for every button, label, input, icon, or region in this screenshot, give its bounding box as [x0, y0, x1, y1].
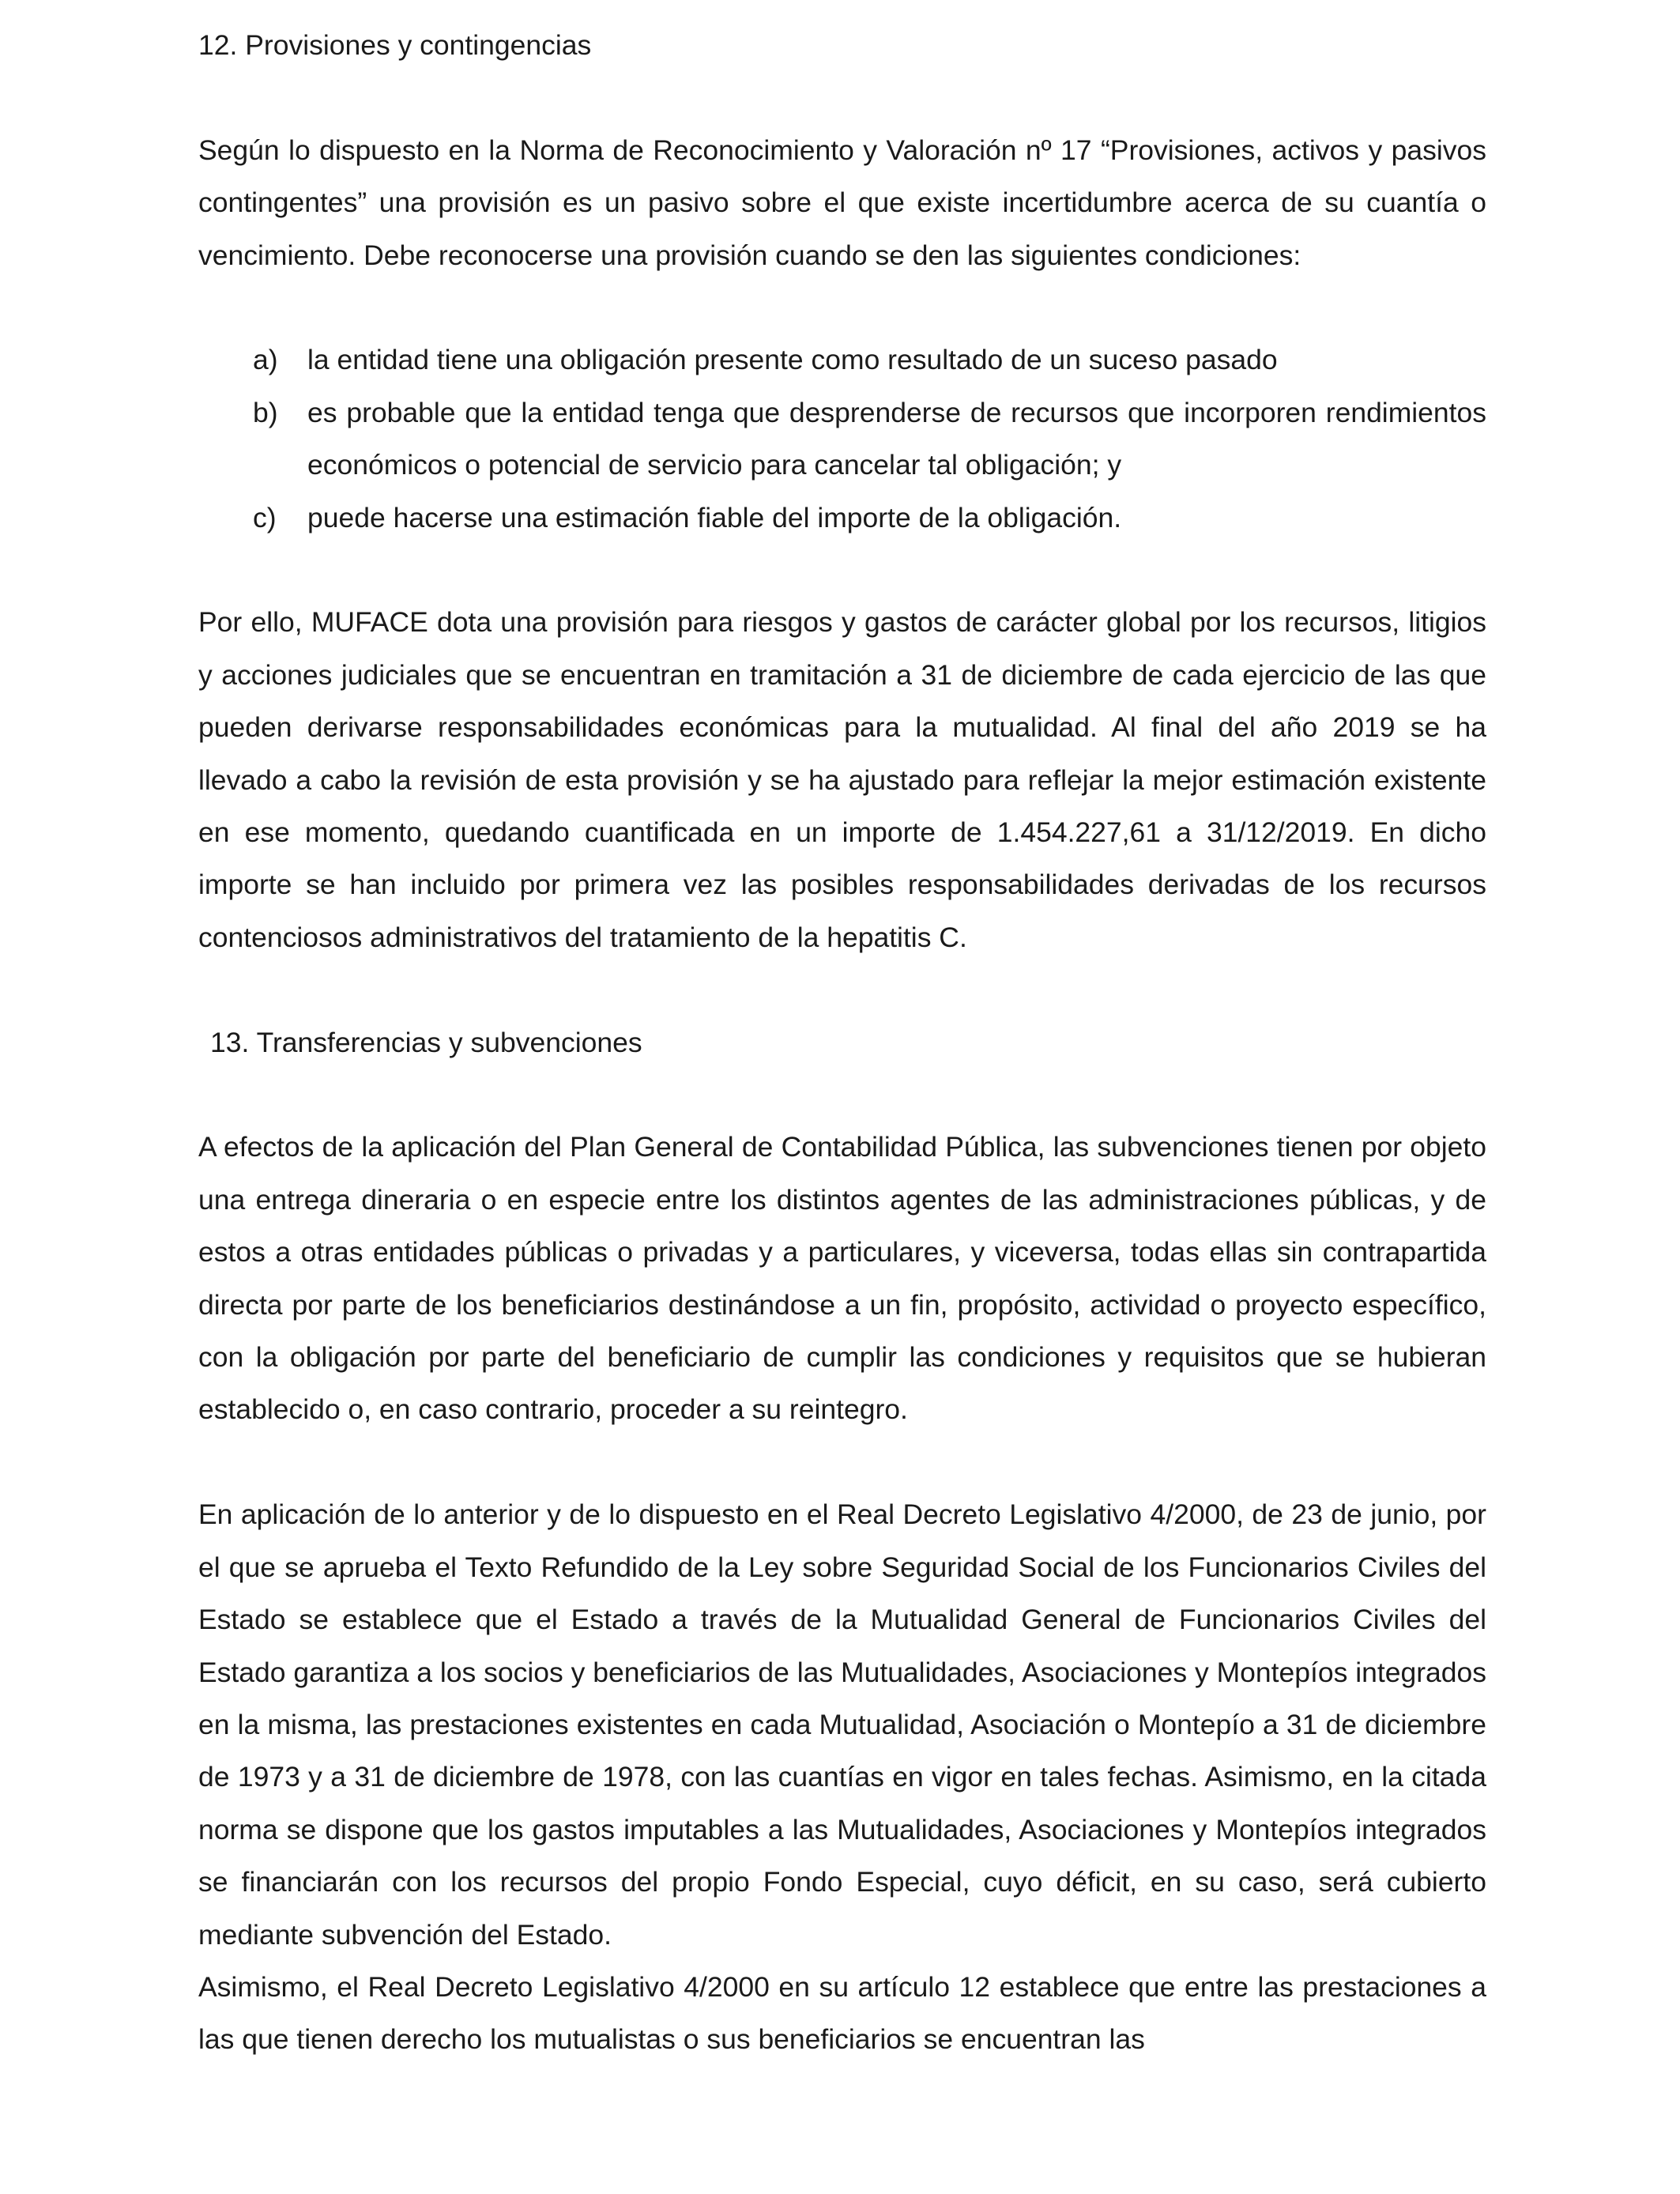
spacer: [198, 71, 1486, 123]
spacer: [198, 281, 1486, 334]
list-item: [198, 334, 1486, 386]
section-13-paragraph-3: Asimismo, el Real Decreto Legislativo 4/2000 en su artículo 12 establece que entre las prestaciones a las que tienen derecho los mutualistas o sus beneficiarios se encuentran las: [198, 1970, 1486, 2056]
list-item-text: es probable que la entidad tenga que desprenderse de recursos que incorporen rendimientos económicos o potencial de servicio para cancelar tal obligación; y: [307, 396, 1486, 481]
document-body: [198, 19, 1486, 2066]
section-13-paragraph-1: A efectos de la aplicación del Plan General de Contabilidad Pública, las subvenciones tienen por objeto una entrega dineraria o en especie entre los distintos agentes de las administraciones públicas, y de estos a otras entidades públicas o privadas y a particulares, y viceversa, todas ellas sin contrapartida directa por parte de los beneficiarios destinándose a un fin, propósito, actividad o proyecto específico, con la obligación por parte del beneficiario de cumplir las condiciones y requisitos que se hubieran establecido o, en caso contrario, proceder a su reintegro.: [198, 1131, 1486, 1426]
spacer: [198, 544, 1486, 596]
section-13-heading: 13. Transferencias y subvenciones: [210, 1026, 642, 1058]
section-12-intro-paragraph: Según lo dispuesto en la Norma de Reconocimiento y Valoración nº 17 “Provisiones, activos y pasivos contingentes” una provisión es un pasivo sobre el que existe incertidumbre acerca de su cuantía o vencimiento. Debe reconocerse una provisión cuando se den las siguientes condiciones:: [198, 134, 1486, 271]
spacer: [198, 1069, 1486, 1121]
section-13-paragraph-2: En aplicación de lo anterior y de lo dispuesto en el Real Decreto Legislativo 4/2000, de 23 de junio, por el que se aprueba el Texto Refundido de la Ley sobre Seguridad Social de los Funcionarios Civiles del Estado se establece que el Estado a través de la Mutualidad General de Funcionarios Civiles del Estado garantiza a los socios y beneficiarios de las Mutualidades, Asociaciones y Montepíos integrados en la misma, las prestaciones existentes en cada Mutualidad, Asociación o Montepío a 31 de diciembre de 1973 y a 31 de diciembre de 1978, con las cuantías en vigor en tales fechas. Asimismo, en la citada norma se dispone que los gastos imputables a las Mutualidades, Asociaciones y Montepíos integrados se financiarán con los recursos del propio Fondo Especial, cuyo déficit, en su caso, será cubierto mediante subvención del Estado.: [198, 1498, 1486, 1951]
list-marker: c): [253, 501, 277, 533]
list-item: [198, 492, 1486, 544]
list-item-text: puede hacerse una estimación fiable del importe de la obligación.: [307, 501, 1122, 533]
spacer: [198, 1436, 1486, 1488]
conditions-list: [198, 334, 1486, 544]
list-item-text: la entidad tiene una obligación presente como resultado de un suceso pasado: [307, 344, 1278, 376]
section-12-body-paragraph: Por ello, MUFACE dota una provisión para riesgos y gastos de carácter global por los recursos, litigios y acciones judiciales que se encuentran en tramitación a 31 de diciembre de cada ejercicio de las que pueden derivarse responsabilidades económicas para la mutualidad. Al final del año 2019 se ha llevado a cabo la revisión de esta provisión y se ha ajustado para reflejar la mejor estimación existente en ese momento, quedando cuantificada en un importe de 1.454.227,61 a 31/12/2019. En dicho importe se han incluido por primera vez las posibles responsabilidades derivadas de los recursos contenciosos administrativos del tratamiento de la hepatitis C.: [198, 606, 1486, 953]
list-item: [198, 386, 1486, 492]
list-marker: b): [253, 396, 278, 428]
list-marker: a): [253, 344, 278, 376]
section-12-heading: 12. Provisiones y contingencias: [198, 29, 592, 61]
spacer: [198, 963, 1486, 1016]
